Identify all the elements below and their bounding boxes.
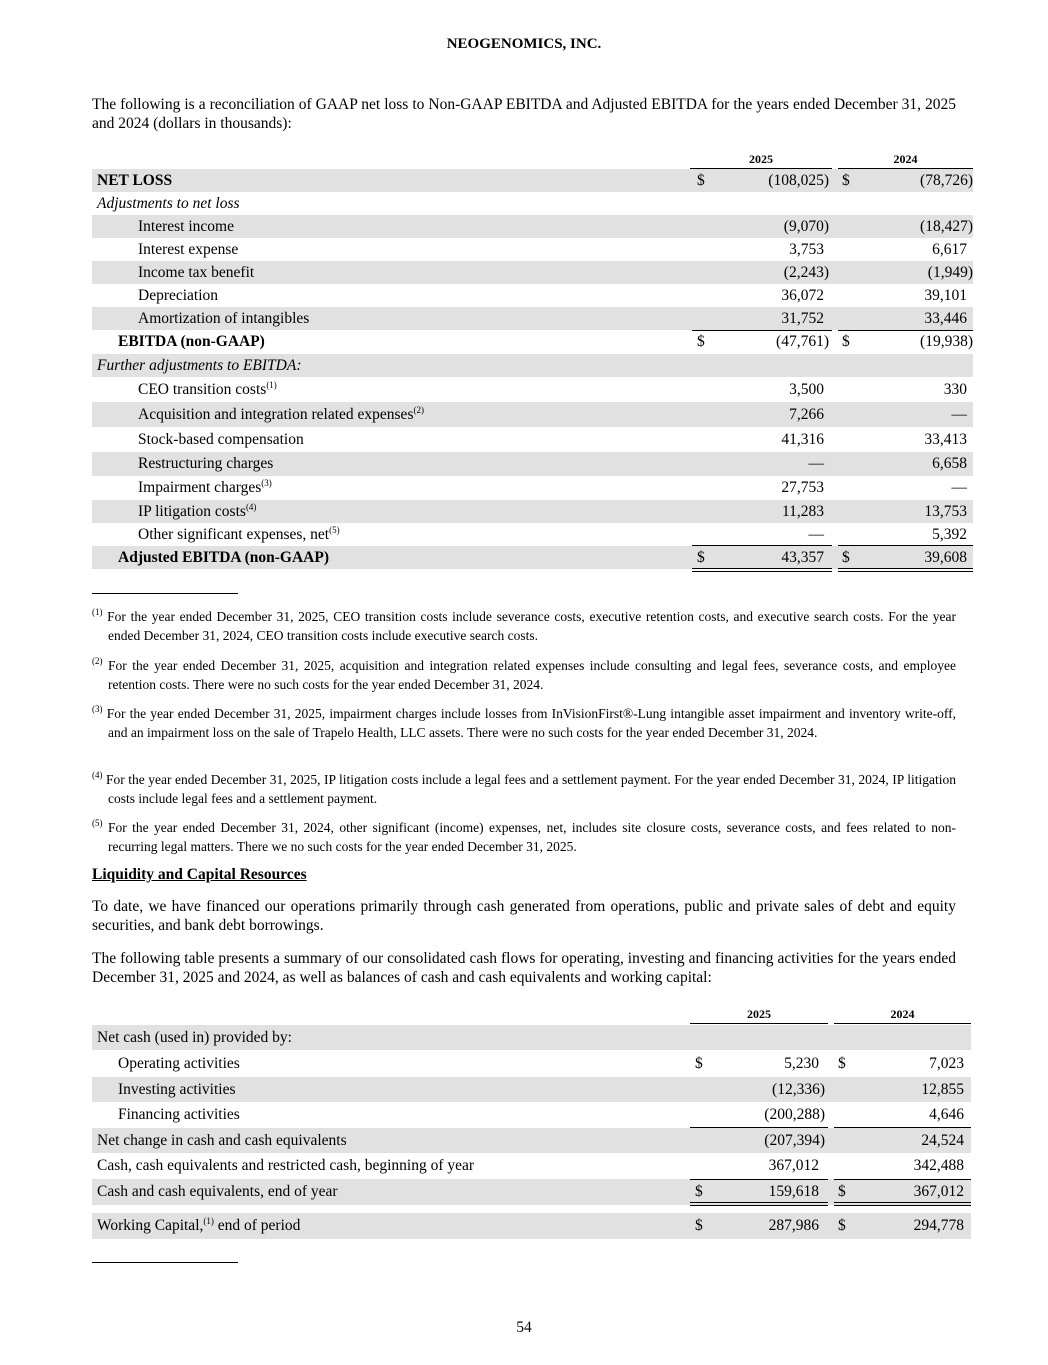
value-2024: 342,488	[913, 1157, 964, 1174]
total-rule	[838, 545, 973, 546]
value-2024: 33,446	[924, 310, 967, 327]
table-row	[92, 330, 973, 353]
value-2025: (12,336)	[772, 1081, 825, 1098]
row-label: Net cash (used in) provided by:	[97, 1029, 292, 1046]
page-number: 54	[516, 1319, 532, 1336]
row-label: Working Capital,	[97, 1217, 204, 1234]
value-2024: 6,658	[932, 455, 967, 472]
table-row	[92, 1128, 971, 1153]
row-label: Stock-based compensation	[138, 431, 304, 448]
dollar-sign: $	[838, 1055, 846, 1072]
footnote-text: For the year ended December 31, 2025, IP litigation costs include a legal fees and a settlement payment. For the year ended December 31, 2024, IP litigation costs include legal fees and a settlement payment.	[106, 772, 957, 806]
footnote-text: For the year ended December 31, 2024, other significant (income) expenses, net, includes site closure costs, severance costs, and fees related to non-recurring legal matters. There we no such costs for the year ended December 31, 2025.	[107, 820, 957, 854]
value-2025: 43,357	[781, 549, 824, 566]
value-2024: (1,949)	[927, 264, 973, 281]
value-2024: 4,646	[929, 1106, 964, 1123]
table-row	[92, 238, 973, 261]
footnote-ref: (1)	[266, 380, 277, 390]
value-2025: 3,500	[789, 381, 824, 398]
dollar-sign: $	[842, 333, 850, 350]
footnote-ref: (5)	[329, 525, 340, 535]
value-2024: 6,617	[932, 241, 967, 258]
footnote-mark: (5)	[92, 818, 103, 828]
value-2024: 39,608	[924, 549, 967, 566]
row-label: IP litigation costs	[138, 503, 246, 520]
table-row	[92, 1153, 971, 1179]
row-label: EBITDA (non-GAAP)	[118, 333, 265, 350]
row-label: Further adjustments to EBITDA:	[97, 357, 302, 374]
footnote-mark: (2)	[92, 656, 103, 666]
row-label: Restructuring charges	[138, 455, 274, 472]
dollar-sign: $	[842, 172, 850, 189]
dollar-sign: $	[838, 1183, 846, 1200]
value-2025: 367,012	[768, 1157, 819, 1174]
value-2025: 7,266	[789, 406, 824, 423]
value-2025: (108,025)	[768, 172, 829, 189]
table-row	[92, 523, 973, 546]
row-label: Net change in cash and cash equivalents	[97, 1132, 347, 1149]
value-2024: (78,726)	[920, 172, 973, 189]
double-underline	[834, 1202, 971, 1206]
table-row	[92, 1102, 971, 1128]
value-2024: (18,427)	[920, 218, 973, 235]
total-rule	[692, 545, 832, 546]
double-underline	[690, 1202, 828, 1206]
value-2024: —	[951, 479, 967, 496]
value-2025: 5,230	[784, 1055, 819, 1072]
row-label: Adjusted EBITDA (non-GAAP)	[118, 549, 330, 566]
value-2025: 3,753	[789, 241, 824, 258]
ebitda-col-2025: 2025	[690, 152, 832, 169]
value-2025: (207,394)	[764, 1132, 825, 1149]
footnote-ref: (3)	[261, 478, 272, 488]
value-2025: 159,618	[768, 1183, 819, 1200]
footnote	[92, 607, 956, 645]
table-row	[92, 402, 973, 427]
value-2024: (19,938)	[920, 333, 973, 350]
value-2025: (9,070)	[783, 218, 829, 235]
liquidity-paragraph: To date, we have financed our operations primarily through cash generated from operations, public and private sales of debt and equity securities, and bank debt borrowings.	[92, 898, 956, 934]
value-2025: 287,986	[768, 1217, 819, 1234]
double-underline	[838, 568, 973, 572]
value-2024: 7,023	[929, 1055, 964, 1072]
value-2024: 5,392	[932, 526, 967, 543]
row-label: Investing activities	[118, 1081, 236, 1098]
row-label: Financing activities	[118, 1106, 240, 1123]
row-label: NET LOSS	[97, 172, 173, 189]
row-label: CEO transition costs	[138, 381, 267, 398]
table-row	[92, 377, 973, 402]
table-row	[92, 500, 973, 523]
section-heading: Liquidity and Capital Resources	[92, 866, 307, 883]
value-2024: 13,753	[924, 503, 967, 520]
value-2025: (47,761)	[776, 333, 829, 350]
value-2025: 27,753	[781, 479, 824, 496]
table-row	[92, 452, 973, 476]
value-2025: 41,316	[781, 431, 824, 448]
subtotal-rule	[834, 1127, 971, 1128]
value-2024: 294,778	[913, 1217, 964, 1234]
dollar-sign: $	[695, 1183, 703, 1200]
value-2025: —	[808, 455, 824, 472]
table-row	[92, 169, 973, 192]
table-row	[92, 546, 973, 569]
footnote	[92, 770, 956, 808]
dollar-sign: $	[842, 549, 850, 566]
row-label: Cash, cash equivalents and restricted cash, beginning of year	[97, 1157, 475, 1174]
row-label: Adjustments to net loss	[97, 195, 240, 212]
cash-col-2024: 2024	[834, 1007, 971, 1024]
row-label: Other significant expenses, net	[138, 526, 330, 543]
subtotal-rule	[690, 1127, 828, 1128]
footnote-mark: (4)	[92, 770, 103, 780]
row-label: Interest income	[138, 218, 234, 235]
footnote-text: For the year ended December 31, 2025, acquisition and integration related expenses include consulting and legal fees, severance costs, and employee retention costs. There were no such costs for the year ended December 31, 2024.	[107, 658, 957, 692]
subtotal-rule	[838, 330, 973, 331]
row-label: Depreciation	[138, 287, 219, 304]
table-row	[92, 427, 973, 452]
value-2025: 31,752	[781, 310, 824, 327]
value-2024: 24,524	[921, 1132, 964, 1149]
footnote	[92, 818, 956, 856]
total-rule	[834, 1179, 971, 1180]
table-row	[92, 307, 973, 330]
intro-paragraph: The following is a reconciliation of GAAP net loss to Non-GAAP EBITDA and Adjusted EBITDA for the years ended December 31, 2025 and 2024 (dollars in thousands):	[92, 96, 956, 132]
ebitda-col-2024: 2024	[838, 152, 973, 169]
total-rule	[690, 1179, 828, 1180]
dollar-sign: $	[697, 549, 705, 566]
table-row	[92, 354, 973, 377]
value-2024: 12,855	[921, 1081, 964, 1098]
row-label: Income tax benefit	[138, 264, 255, 281]
value-2024: 39,101	[924, 287, 967, 304]
footnote-ref: (2)	[413, 405, 424, 415]
footnote	[92, 656, 956, 694]
company-title: NEOGENOMICS, INC.	[446, 36, 602, 52]
value-2025: —	[808, 526, 824, 543]
table-row	[92, 1025, 971, 1050]
row-label: Acquisition and integration related expenses	[138, 406, 414, 423]
value-2024: —	[951, 406, 967, 423]
footnote-rule	[92, 1262, 238, 1263]
cash-col-2025: 2025	[690, 1007, 828, 1024]
dollar-sign: $	[697, 333, 705, 350]
footnote-ref: (1)	[203, 1216, 214, 1226]
table-row	[92, 476, 973, 500]
row-label: Amortization of intangibles	[138, 310, 310, 327]
table-row	[92, 192, 973, 215]
table-row	[92, 1050, 971, 1077]
footnote-text: For the year ended December 31, 2025, CEO transition costs include severance costs, executive retention costs, and executive search costs. For the year ended December 31, 2024, CEO transition costs include executive search costs.	[107, 609, 957, 643]
row-label-suffix: end of period	[213, 1217, 301, 1234]
subtotal-rule	[692, 330, 832, 331]
value-2025: 36,072	[781, 287, 824, 304]
row-label: Operating activities	[118, 1055, 240, 1072]
footnote-rule	[92, 593, 238, 594]
dollar-sign: $	[695, 1217, 703, 1234]
table-row	[92, 215, 973, 238]
row-label: Impairment charges	[138, 479, 262, 496]
cashflow-intro-paragraph: The following table presents a summary of our consolidated cash flows for operating, investing and financing activities for the years ended December 31, 2025 and 2024, as well as balances of cash and cash equivalents and working capital:	[92, 950, 956, 986]
table-row	[92, 1077, 971, 1102]
footnote-ref: (4)	[245, 502, 257, 512]
footnote-mark: (1)	[92, 607, 103, 617]
table-row	[92, 1213, 971, 1239]
double-underline	[692, 568, 832, 572]
value-2025: 11,283	[781, 503, 824, 520]
table-row	[92, 284, 973, 307]
value-2025: (200,288)	[764, 1106, 825, 1123]
table-row	[92, 261, 973, 284]
row-label: Cash and cash equivalents, end of year	[97, 1183, 338, 1200]
value-2024: 33,413	[924, 431, 967, 448]
dollar-sign: $	[838, 1217, 846, 1234]
footnote-mark: (3)	[92, 704, 103, 714]
dollar-sign: $	[697, 172, 705, 189]
value-2025: (2,243)	[783, 264, 829, 281]
value-2024: 330	[943, 381, 967, 398]
row-label: Interest expense	[138, 241, 239, 258]
footnote	[92, 704, 956, 742]
value-2024: 367,012	[913, 1183, 964, 1200]
footnote-text: For the year ended December 31, 2025, impairment charges include losses from InVisionFirst®-Lung intangible asset impairment and inventory write-off, and an impairment loss on the sale of Trapelo Health, LLC assets. There were no such costs for the year ended December 31, 2024.	[106, 706, 956, 740]
dollar-sign: $	[695, 1055, 703, 1072]
